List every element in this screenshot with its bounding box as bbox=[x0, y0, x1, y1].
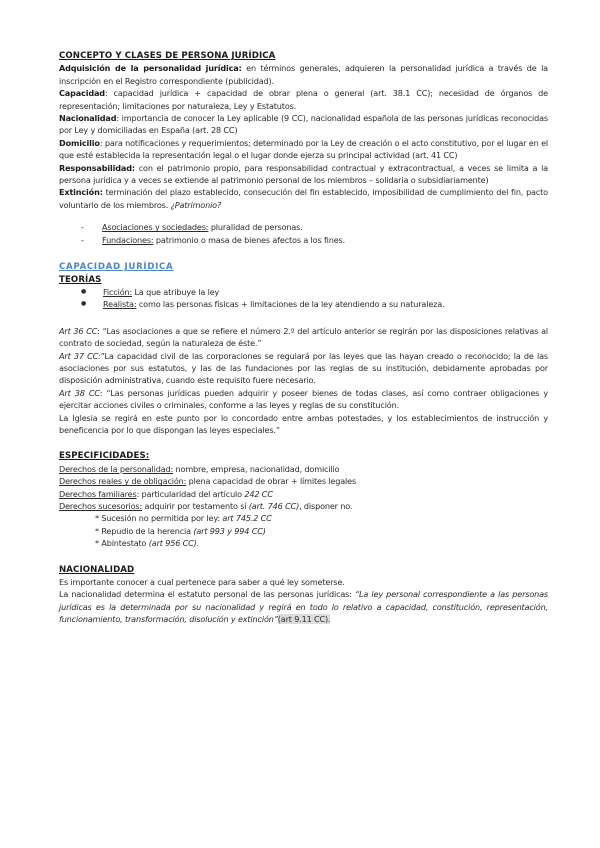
sub-item-repudio: * Repudio de la herencia (art 993 y 994 CC) bbox=[95, 525, 266, 536]
types-list bbox=[59, 221, 548, 246]
section-title-nacionalidad: NACIONALIDAD bbox=[59, 564, 135, 575]
sub-item-abintestato: * Abintestato (art 956 CC). bbox=[95, 538, 200, 549]
list-item: - Asociaciones y sociedades: pluralidad de personas. bbox=[81, 221, 548, 233]
section-title-concepto: CONCEPTO Y CLASES DE PERSONA JURÍDICA bbox=[59, 51, 276, 61]
paragraph-nac-estatuto: La nacionalidad determina el estatuto personal de las personas jurídicas: “La ley personal correspondiente a las personas jurídicas es la determinada por su nacionalidad y regirá en todo lo relativo a capacidad, constitución, representación, funcionamiento, transformación, disolución y extinción”(art 9.11 CC). bbox=[59, 589, 549, 625]
row-reales: Derechos reales y de obligación: plena capacidad de obrar + límites legales bbox=[59, 476, 357, 487]
subsection-title-teorias: TEORÍAS bbox=[59, 274, 102, 285]
paragraph-art37: Art 37 CC:“La capacidad civil de las corporaciones se regulará por las leyes que las hayan creado o reconocido; la de las asociaciones por sus estatutos, y las de las fundaciones por las reglas de su institución, debidamente aprobadas por disposición administrativa, cuando este requisito fuere necesario. bbox=[59, 350, 548, 386]
paragraph-adquisicion: Adquisición de la personalidad jurídica: en términos generales, adquieren la personalidad jurídica a través de la inscripción en el Registro correspondiente (publicidad). bbox=[59, 63, 548, 86]
row-sucesorios: Derechos sucesorios: adquirir por testamento sí (art. 746 CC), disponer no. bbox=[59, 501, 353, 511]
list-item: ● Ficción: La que atribuye la ley bbox=[81, 286, 548, 298]
paragraph-art38: Art 38 CC: “Las personas jurídicas pueden adquirir y poseer bienes de todas clases, así como contraer obligaciones y ejercitar acciones civiles o criminales, conforme a las leyes y reglas de su constitución. bbox=[59, 387, 548, 411]
row-familiares: Derechos familiares: particularidad del artículo 242 CC bbox=[59, 488, 273, 499]
theories-list bbox=[59, 286, 548, 311]
paragraph-art36: Art 36 CC: “Las asociaciones a que se refiere el número 2.º del artículo anterior se regirán por las disposiciones relativas al contrato de sociedad, según la naturaleza de éste.” bbox=[59, 325, 548, 349]
paragraph-responsabilidad: Responsabilidad: con el patrimonio propio, para responsabilidad contractual y extracontractual, a veces se limita a la persona jurídica y a veces se extiende al patrimonio personal de los miembros – solidaria o subsidiariamente) bbox=[59, 162, 548, 186]
sub-item-sucesion: * Sucesión no permitida por ley: art 745.2 CC bbox=[95, 513, 272, 524]
section-title-especificidades: ESPECIFICIDADES: bbox=[59, 451, 150, 462]
row-personalidad: Derechos de la personalidad: nombre, empresa, nacionalidad, domicilio bbox=[59, 463, 340, 474]
paragraph-capacidad: Capacidad: capacidad jurídica + capacidad de obrar plena o general (art. 38.1 CC); necesidad de órganos de representación; limitaciones por naturaleza, Ley y Estatutos. bbox=[59, 88, 548, 111]
paragraph-domicilio: Domicilio: para notificaciones y requerimientos; determinado por la Ley de creación o el acto constitutivo, por el lugar en el que esté establecida la representación legal o el lugar donde ejerza su principal actividad (art. 41 CC) bbox=[59, 137, 548, 161]
section-title-capacidad: CAPACIDAD JURÍDICA bbox=[59, 262, 174, 273]
paragraph-nacionalidad: Nacionalidad: importancia de conocer la Ley aplicable (9 CC), nacionalidad española de las personas jurídicas reconocidas por Ley y domiciliadas en España (art. 28 CC) bbox=[59, 113, 548, 136]
list-item: - Fundaciones: patrimonio o masa de bienes afectos a los fines. bbox=[81, 234, 548, 246]
paragraph-extincion: Extinción: terminación del plazo establecido, consecución del fin establecido, imposibilidad de cumplimiento del fin, pacto voluntario de los miembros. ¿Patrimonio? bbox=[59, 187, 548, 210]
list-item: ● Realista: como las personas físicas + limitaciones de la ley atendiendo a su naturaleza. bbox=[81, 298, 548, 310]
paragraph-nac-intro: Es importante conocer a cual pertenece para saber a qué ley someterse. bbox=[59, 577, 345, 588]
paragraph-iglesia: La Iglesia se regirá en este punto por lo concordado entre ambas potestades, y los establecimientos de instrucción y beneficencia por lo que dispongan las leyes especiales.” bbox=[59, 412, 548, 435]
